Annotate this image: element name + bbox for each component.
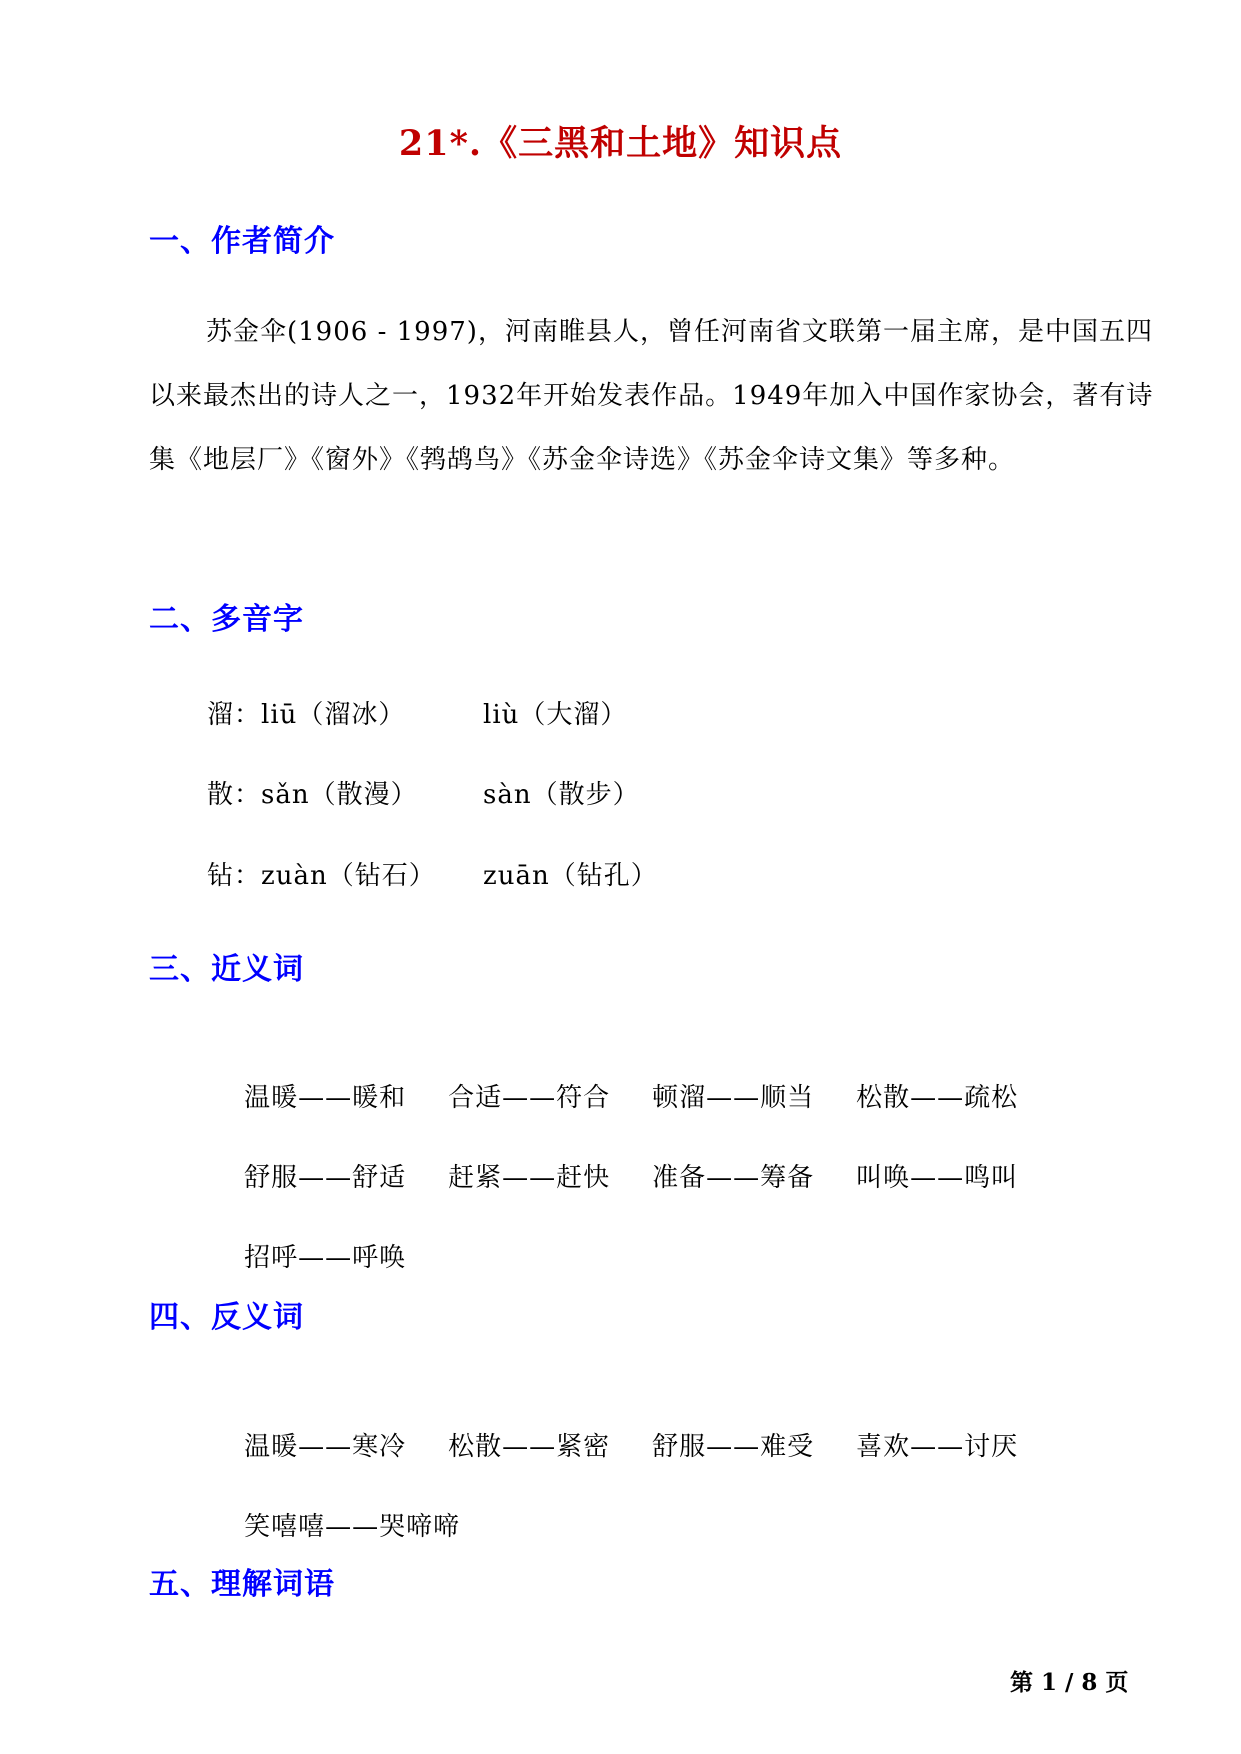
synonym-pair: 合适——符合: [448, 1083, 611, 1113]
synonym-pair: 舒服——舒适: [244, 1163, 407, 1193]
polyphone-item: liù（大溜）: [483, 700, 628, 730]
section-heading-synonyms: 三、近义词: [149, 952, 304, 987]
section-heading-vocabulary: 五、理解词语: [149, 1567, 335, 1602]
polyphone-item: 散：sǎn（散漫）: [207, 780, 418, 810]
synonym-pair: 叫唤——鸣叫: [856, 1163, 1019, 1193]
polyphone-item: 溜：liū（溜冰）: [207, 700, 406, 730]
synonym-pair: 松散——疏松: [856, 1083, 1019, 1113]
section-heading-antonyms: 四、反义词: [149, 1300, 304, 1335]
page-title: 21*.《三黑和土地》知识点: [398, 123, 843, 164]
synonym-pair: 温暖——暖和: [244, 1083, 407, 1113]
section-heading-author: 一、作者简介: [149, 224, 335, 259]
antonym-pair: 笑嘻嘻——哭啼啼: [244, 1512, 461, 1542]
synonym-pair: 赶紧——赶快: [448, 1163, 611, 1193]
polyphone-item: zuān（钻孔）: [483, 861, 658, 891]
polyphone-item: sàn（散步）: [483, 780, 640, 810]
synonym-pair: 招呼——呼唤: [244, 1243, 407, 1273]
author-paragraph: 苏金伞(1906 - 1997)，河南睢县人，曾任河南省文联第一届主席，是中国五四以来最杰出的诗人之一，1932年开始发表作品。1949年加入中国作家协会，著有诗集《地层厂》《窗外》《鹁鸪鸟》《苏金伞诗选》《苏金伞诗文集》等多种。: [149, 317, 1154, 475]
page-number: 第 1 / 8 页: [1010, 1669, 1129, 1696]
section-heading-polyphones: 二、多音字: [149, 602, 304, 637]
synonym-pair: 准备——筹备: [652, 1163, 815, 1193]
antonym-pair: 喜欢——讨厌: [856, 1432, 1019, 1462]
antonym-pair: 舒服——难受: [652, 1432, 815, 1462]
polyphone-item: 钻：zuàn（钻石）: [207, 861, 436, 891]
synonym-row: [207, 1204, 448, 1312]
synonym-pair: 顿溜——顺当: [652, 1083, 815, 1113]
antonym-pair: 温暖——寒冷: [244, 1432, 407, 1462]
antonym-pair: 松散——紧密: [448, 1432, 611, 1462]
